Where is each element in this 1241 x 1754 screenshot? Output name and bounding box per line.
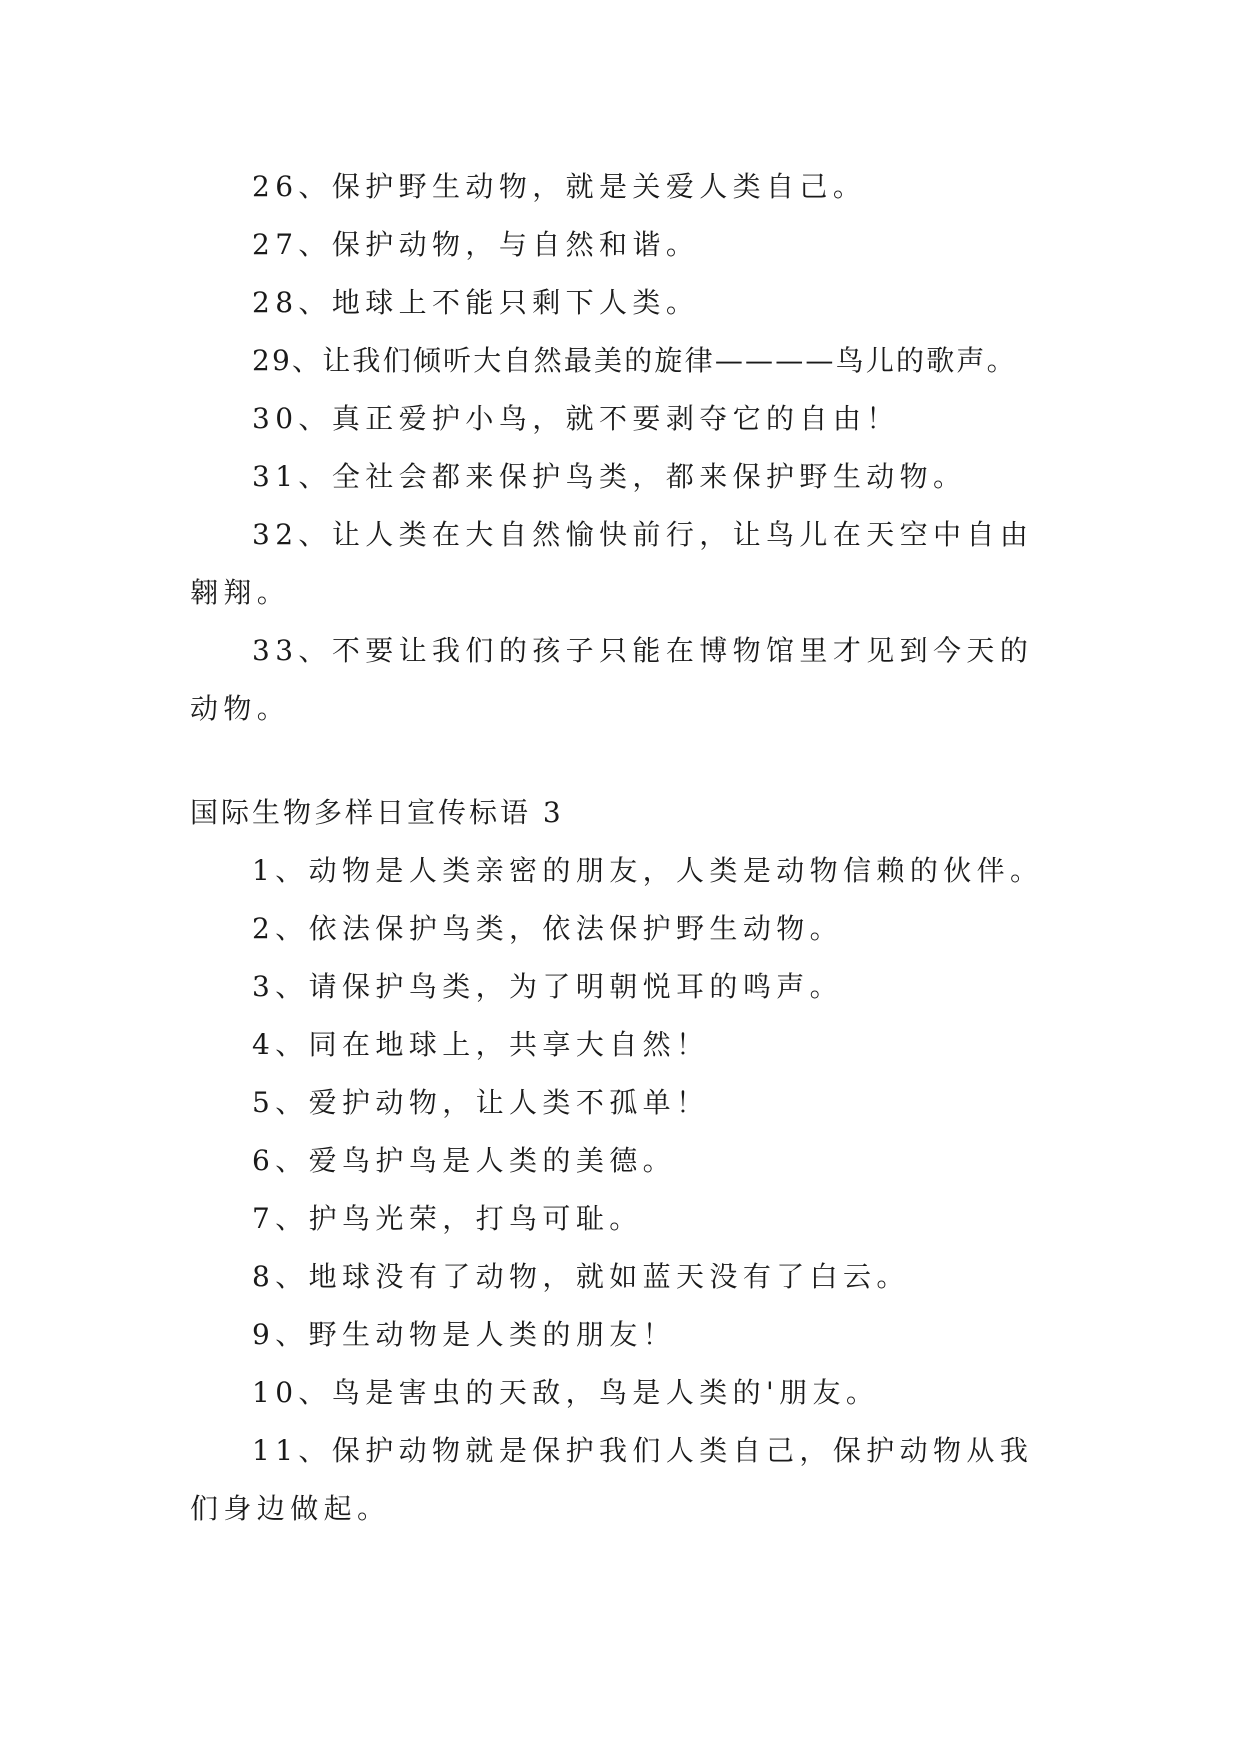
slogan-4: 4、同在地球上，共享大自然！ (252, 1028, 710, 1061)
slogan-26: 26、保护野生动物，就是关爱人类自己。 (252, 170, 867, 203)
slogan-7: 7、护鸟光荣，打鸟可耻。 (252, 1202, 643, 1235)
slogan-31: 31、全社会都来保护鸟类，都来保护野生动物。 (252, 460, 967, 493)
slogan-10: 10、鸟是害虫的天敌，鸟是人类的'朋友。 (252, 1376, 880, 1409)
slogan-8: 8、地球没有了动物，就如蓝天没有了白云。 (252, 1260, 910, 1293)
slogan-29: 29、让我们倾听大自然最美的旋律————鸟儿的歌声。 (252, 344, 1017, 377)
slogan-30: 30、真正爱护小鸟，就不要剥夺它的自由！ (252, 402, 900, 435)
slogan-2: 2、依法保护鸟类，依法保护野生动物。 (252, 912, 844, 945)
slogan-9: 9、野生动物是人类的朋友！ (252, 1318, 677, 1351)
slogan-27: 27、保护动物，与自然和谐。 (252, 228, 700, 261)
slogan-3: 3、请保护鸟类，为了明朝悦耳的鸣声。 (252, 970, 844, 1003)
slogan-32: 32、让人类在大自然愉快前行，让鸟儿在天空中自由翱翔。 (190, 518, 1034, 609)
slogan-5: 5、爱护动物，让人类不孤单！ (252, 1086, 710, 1119)
slogan-28: 28、地球上不能只剩下人类。 (252, 286, 700, 319)
section-heading: 国际生物多样日宣传标语 3 (190, 796, 564, 829)
document-page (190, 158, 1055, 1538)
slogan-33: 33、不要让我们的孩子只能在博物馆里才见到今天的动物。 (190, 634, 1034, 725)
slogan-11: 11、保护动物就是保护我们人类自己，保护动物从我们身边做起。 (190, 1434, 1034, 1525)
slogan-1: 1、动物是人类亲密的朋友，人类是动物信赖的伙伴。 (252, 854, 1044, 887)
slogan-6: 6、爱鸟护鸟是人类的美德。 (252, 1144, 677, 1177)
